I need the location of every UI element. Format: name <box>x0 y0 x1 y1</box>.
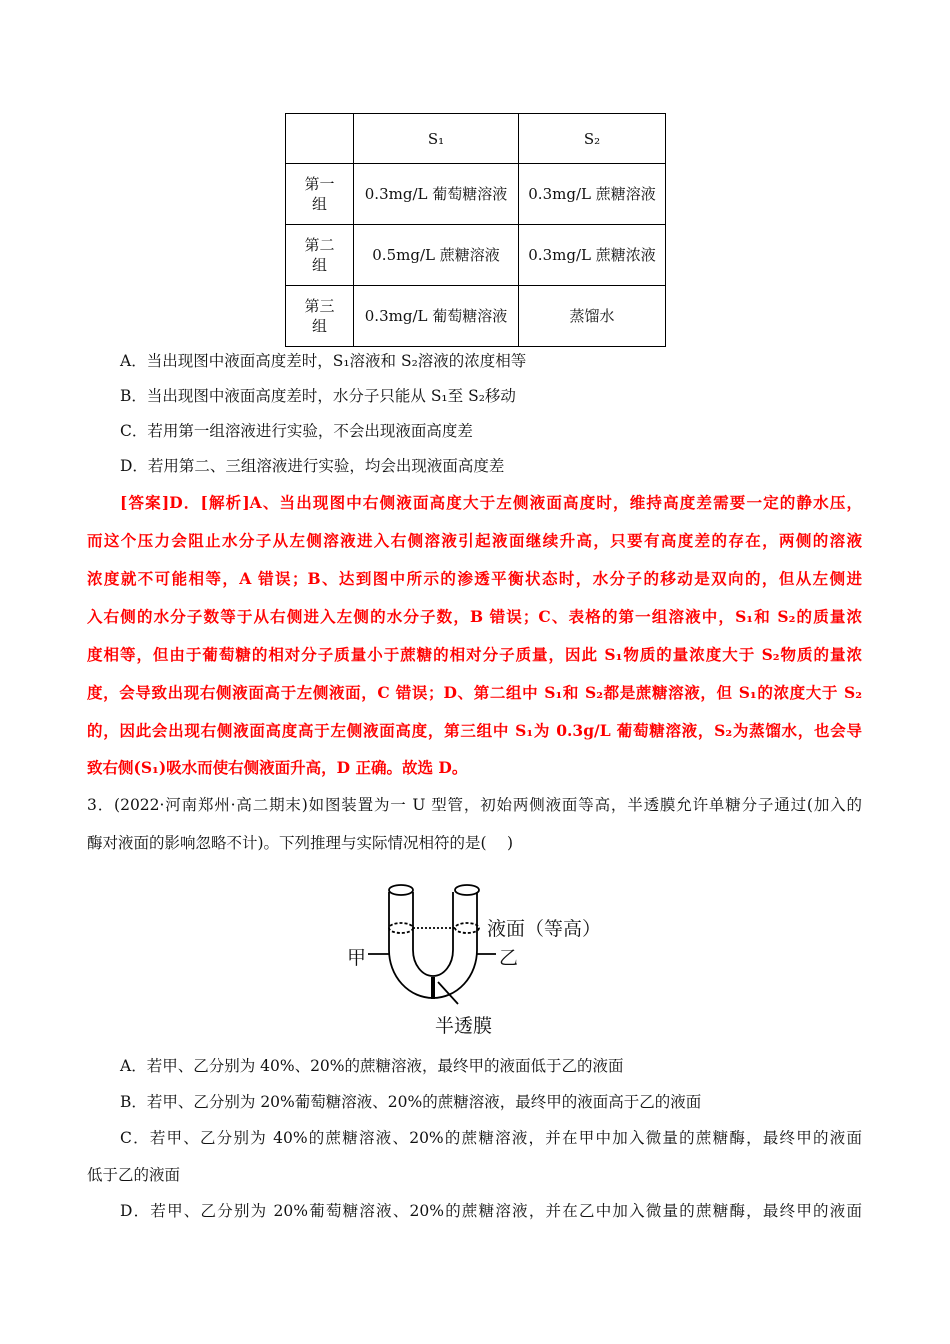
q3-stem: 酶对液面的影响忽略不计)。下列推理与实际情况相符的是( ) <box>87 834 514 852</box>
answer-line: 而这个压力会阻止水分子从左侧溶液进入右侧溶液引起液面继续升高，只要有高度差的存在，两侧的溶液 <box>87 531 862 550</box>
table-header-empty <box>286 114 354 164</box>
table-row <box>286 286 666 347</box>
answer-line: 度相等，但由于葡萄糖的相对分子质量小于蔗糖的相对分子质量，因此 S₁物质的量浓度大于 S₂物质的量浓 <box>87 645 862 664</box>
table-row <box>286 164 666 225</box>
table-header-s1: S₁ <box>354 114 519 164</box>
q2-option-c: C．若用第一组溶液进行实验，不会出现液面高度差 <box>120 422 473 440</box>
s2-cell: 0.3mg/L 蔗糖浓液 <box>519 225 666 286</box>
answer-line: 致右侧(S₁)吸水而使右侧液面升高，D 正确。故选 D。 <box>87 758 468 777</box>
q3-option-d: D．若甲、乙分别为 20%葡萄糖溶液、20%的蔗糖溶液，并在乙中加入微量的蔗糖酶，最终甲的液面 <box>120 1202 862 1220</box>
s2-cell: 0.3mg/L 蔗糖溶液 <box>519 164 666 225</box>
answer-line: 度，会导致出现右侧液面高于左侧液面，C 错误；D、第二组中 S₁和 S₂都是蔗糖溶液，但 S₁的浓度大于 S₂ <box>87 683 862 702</box>
q3-option-a: A．若甲、乙分别为 40%、20%的蔗糖溶液，最终甲的液面低于乙的液面 <box>120 1057 624 1075</box>
group-cell: 第三 组 <box>286 286 354 347</box>
table-row <box>286 225 666 286</box>
s1-cell: 0.3mg/L 葡萄糖溶液 <box>354 286 519 347</box>
q3-stem: 3．(2022·河南郑州·高二期末)如图装置为一 U 型管，初始两侧液面等高，半透膜允许单糖分子通过(加入的 <box>87 796 862 814</box>
answer-line: [答案]D．[解析]A、当出现图中右侧液面高度大于左侧液面高度时，维持高度差需要一定的静水压， <box>120 493 862 512</box>
answer-line: 的，因此会出现右侧液面高度高于左侧液面高度，第三组中 S₁为 0.3g/L 葡萄糖溶液，S₂为蒸馏水，也会导 <box>87 721 862 740</box>
q2-option-d: D．若用第二、三组溶液进行实验，均会出现液面高度差 <box>120 457 505 475</box>
q2-option-b: B．当出现图中液面高度差时，水分子只能从 S₁至 S₂移动 <box>120 387 516 405</box>
q3-option-c-cont: 低于乙的液面 <box>87 1166 181 1184</box>
q2-option-a: A．当出现图中液面高度差时，S₁溶液和 S₂溶液的浓度相等 <box>120 352 527 370</box>
s1-cell: 0.3mg/L 葡萄糖溶液 <box>354 164 519 225</box>
table-header-s2: S₂ <box>519 114 666 164</box>
s1-cell: 0.5mg/L 蔗糖溶液 <box>354 225 519 286</box>
answer-line: 入右侧的水分子数等于从右侧进入左侧的水分子数，B 错误；C、表格的第一组溶液中，S₁和 S₂的质量浓 <box>87 607 862 626</box>
group-cell: 第一 组 <box>286 164 354 225</box>
group-cell: 第二 组 <box>286 225 354 286</box>
s2-cell: 蒸馏水 <box>519 286 666 347</box>
answer-line: 浓度就不可能相等，A 错误；B、达到图中所示的渗透平衡状态时，水分子的移动是双向的，但从左侧进 <box>87 569 862 588</box>
right-yi-label: 乙 <box>499 947 519 969</box>
solution-table <box>285 113 666 347</box>
left-jia-label: 甲 <box>347 947 367 969</box>
liquid-level-label: 液面（等高） <box>487 918 602 940</box>
membrane-label: 半透膜 <box>435 1015 493 1037</box>
q3-option-b: B．若甲、乙分别为 20%葡萄糖溶液、20%的蔗糖溶液，最终甲的液面高于乙的液面 <box>120 1093 702 1111</box>
q3-option-c: C．若甲、乙分别为 40%的蔗糖溶液、20%的蔗糖溶液，并在甲中加入微量的蔗糖酶，最终甲的液面 <box>120 1129 862 1147</box>
